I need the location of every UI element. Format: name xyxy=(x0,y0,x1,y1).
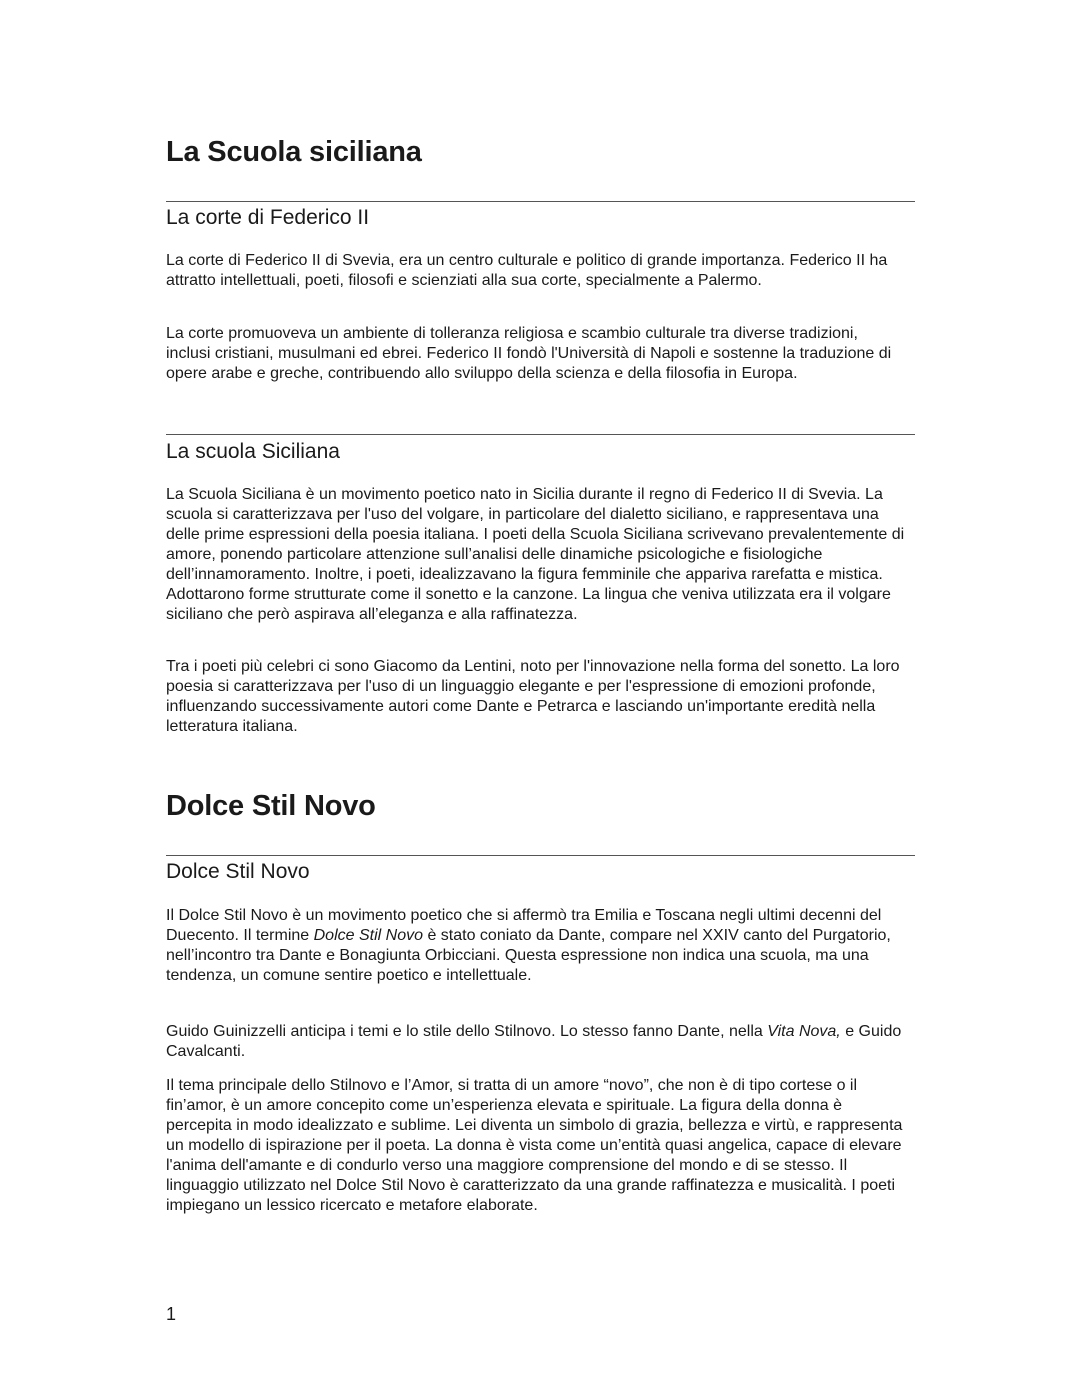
text-run: Il Dolce Stil Novo è un movimento poetico che si affermò tra Emilia e Toscana negli ultimi decenni del Duecento. Il termine xyxy=(166,907,882,944)
paragraph: La Scuola Siciliana è un movimento poetico nato in Sicilia durante il regno di Federico II di Svevia. La scuola si caratterizzava per l'uso del volgare, in particolare del dialetto siciliano, e rappresentava una delle prime espressioni della poesia italiana. I poeti della Scuola Siciliana scrivevano prevalentemente di amore, ponendo particolare attenzione sull’analisi delle dinamiche psicologiche e fisiologiche dell’innamoramento. Inoltre, i poeti, idealizzavano la figura femminile che appariva rarefatta e mistica. Adottarono forme strutturate come il sonetto e la canzone. La lingua che veniva utilizzata era il volgare siciliano che però aspirava all’eleganza e alla raffinatezza. xyxy=(166,486,905,623)
document-page xyxy=(166,0,916,1397)
paragraph xyxy=(166,906,906,986)
paragraph: La corte promuoveva un ambiente di tolleranza religiosa e scambio culturale tra diverse tradizioni, inclusi cristiani, musulmani ed ebrei. Federico II fondò l'Università di Napoli e sostenne la traduzione di opere arabe e greche, contribuendo allo sviluppo della scienza e della filosofia in Europa. xyxy=(166,325,892,382)
section-divider xyxy=(166,434,915,435)
subsection-title-dolce-stil-novo: Dolce Stil Novo xyxy=(166,860,310,883)
paragraph xyxy=(166,1022,906,1062)
paragraph: Il tema principale dello Stilnovo e l’Amor, si tratta di un amore “novo”, che non è di tipo cortese o il fin’amor, è un amore concepito come un’esperienza elevata e spirituale. La figura della donna è percepita in modo idealizzato e sublime. Lei diventa un simbolo di grazia, bellezza e virtù, e rappresenta un modello di ispirazione per il poeta. La donna è vista come un’entità quasi angelica, capace di elevare l'anima dell'amante e di condurlo verso una maggiore comprensione del mondo e di se stesso. Il linguaggio utilizzato nel Dolce Stil Novo è caratterizzato da una grande raffinatezza e musicalità. I poeti impiegano un lessico ricercato e metafore elaborate. xyxy=(166,1077,903,1214)
text-run: e Guido Cavalcanti. xyxy=(166,1023,902,1060)
paragraph: Tra i poeti più celebri ci sono Giacomo da Lentini, noto per l'innovazione nella forma del sonetto. La loro poesia si caratterizzava per l'uso di un linguaggio elegante e per l'espressione di emozioni profonde, influenzando successivamente autori come Dante e Petrarca e lasciando un'importante eredità nella letteratura italiana. xyxy=(166,658,900,735)
section-title-scuola-siciliana: La Scuola siciliana xyxy=(166,136,422,168)
italic-term: Dolce Stil Novo xyxy=(313,927,423,944)
paragraph: La corte di Federico II di Svevia, era un centro culturale e politico di grande importanza. Federico II ha attratto intellettuali, poeti, filosofi e scienziati alla sua corte, specialmente a Palermo. xyxy=(166,252,888,289)
section-divider xyxy=(166,201,915,202)
section-divider xyxy=(166,855,915,856)
italic-title: Vita Nova, xyxy=(767,1023,841,1040)
text-run: è stato coniato da Dante, compare nel XXIV canto del Purgatorio, nell’incontro tra Dante e Bonagiunta Orbicciani. Questa espressione non indica una scuola, ma una tendenza, un comune sentire poetico e intellettuale. xyxy=(166,927,891,984)
section-title-dolce-stil-novo: Dolce Stil Novo xyxy=(166,790,376,822)
subsection-title-corte-federico: La corte di Federico II xyxy=(166,206,370,229)
page-number: 1 xyxy=(166,1304,177,1324)
text-run: Guido Guinizzelli anticipa i temi e lo stile dello Stilnovo. Lo stesso fanno Dante, nella xyxy=(166,1023,768,1040)
subsection-title-scuola-siciliana: La scuola Siciliana xyxy=(166,440,340,463)
